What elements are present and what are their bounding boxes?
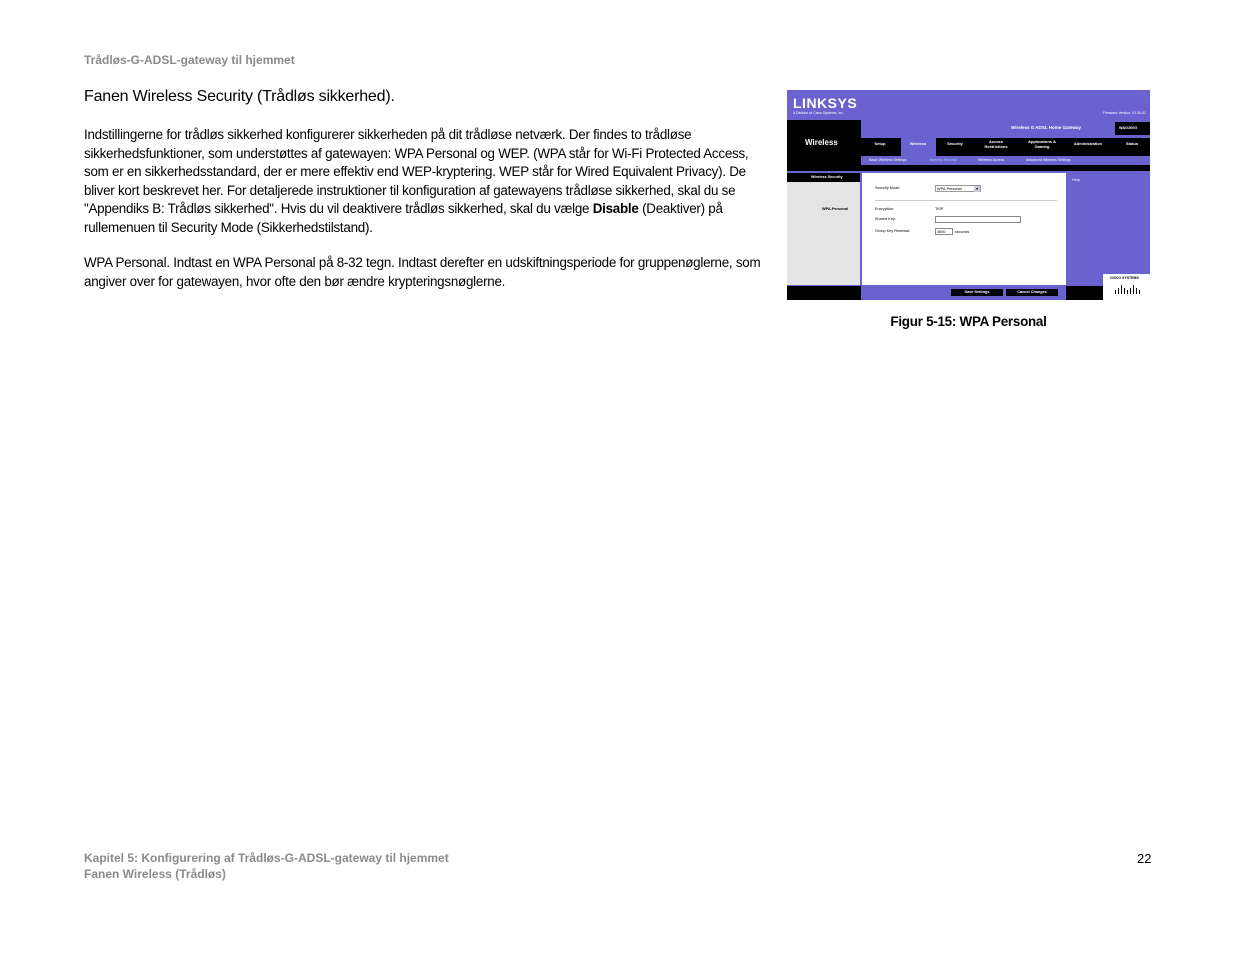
chevron-down-icon: ▾	[975, 186, 978, 191]
save-settings-button[interactable]: Save Settings	[951, 289, 1003, 296]
security-mode-label: Security Mode:	[875, 186, 901, 190]
subtab-basic-wireless-settings[interactable]: Basic Wireless Settings	[869, 158, 907, 162]
divider-strip	[787, 165, 1150, 171]
footer-section: Fanen Wireless (Trådløs)	[84, 867, 226, 881]
running-header: Trådløs-G-ADSL-gateway til hjemmet	[84, 53, 295, 67]
section-title: Fanen Wireless Security (Trådløs sikkerhed).	[84, 88, 395, 105]
encryption-label: Encryption:	[875, 207, 894, 211]
product-bar	[861, 121, 1150, 136]
tab-administration[interactable]: Administration	[1073, 141, 1103, 146]
product-name: Wireless G ADSL Home Gateway	[1011, 125, 1081, 130]
tab-wireless[interactable]: Wireless	[909, 141, 927, 146]
group-key-renewal-input[interactable]: 3600	[935, 228, 953, 235]
encryption-value: TKIP	[935, 207, 944, 211]
form-divider	[875, 200, 1057, 201]
disable-term: Disable	[592, 201, 639, 217]
linksys-logo: LINKSYS	[793, 95, 858, 111]
side-title: Wireless Security	[811, 175, 843, 179]
tab-access-restrictions[interactable]: Access Restrictions	[984, 139, 1008, 149]
shared-key-label: Shared Key:	[875, 217, 896, 221]
section-label: Wireless	[805, 138, 838, 147]
firmware-version: Firmware Version: V1.00.01	[1102, 111, 1146, 115]
footer-chapter: Kapitel 5: Konfigurering af Trådløs-G-ADSL-gateway til hjemmet	[84, 851, 449, 865]
tab-setup[interactable]: Setup	[874, 141, 886, 146]
paragraph-text: (Deaktiver) på rullemenuen til Security Mode (Sikkerhedstilstand).	[84, 201, 723, 235]
security-mode-select[interactable]	[935, 185, 981, 192]
help-link[interactable]: Help	[1072, 178, 1080, 182]
figure-wpa-personal-screenshot	[787, 90, 1150, 300]
cisco-bridge-icon	[1114, 282, 1144, 294]
paragraph-security-intro	[84, 126, 764, 238]
paragraph-text: Indstillingerne for trådløs sikkerhed konfigurerer sikkerheden på dit trådløse netværk. Der findes to trådløse sikkerhedsfunktioner, som understøttes af gatewayen: WPA Personal og WEP. (WPA står for Wi-Fi Protected Access, som er en sikkerhedsstandard, der er mere effektiv end WEP-kryptering. WEP står for Wired Equivalent Privacy). De bliver kort beskrevet her. For detaljerede instruktioner til konfiguration af gatewayens trådløse sikkerhed, skal du se "Appendiks B: Trådløs sikkerhed". Hvis du vil deaktivere trådløs sikkerhed, skal du vælge	[84, 127, 749, 217]
figure-caption: Figur 5-15: WPA Personal	[890, 314, 1047, 329]
model-number: WAG200G	[1119, 126, 1138, 130]
footer-left	[787, 286, 861, 300]
subtab-advanced-wireless-settings[interactable]: Advanced Wireless Settings	[1026, 158, 1071, 162]
linksys-logo-subtitle: A Division of Cisco Systems, Inc.	[793, 111, 844, 115]
tab-applications-gaming[interactable]: Applications & Gaming	[1027, 139, 1056, 149]
subtab-wireless-security[interactable]: Wireless Security	[929, 158, 957, 162]
group-key-renewal-unit: seconds	[955, 230, 970, 234]
side-panel	[787, 182, 860, 285]
group-key-renewal-label: Group Key Renewal:	[875, 229, 911, 233]
cisco-logo: CISCO SYSTEMS	[1110, 276, 1139, 280]
shared-key-input[interactable]	[935, 216, 1021, 223]
tab-security[interactable]: Security	[947, 141, 963, 146]
subtab-wireless-access[interactable]: Wireless Access	[978, 158, 1005, 162]
tab-status[interactable]: Status	[1125, 141, 1139, 146]
help-panel	[1068, 173, 1150, 285]
paragraph-wpa-personal: WPA Personal. Indtast en WPA Personal på 8-32 tegn. Indtast derefter en udskiftningsperiode for gruppenøglerne, som angiver over for gatewayen, hvor ofte den bør ændre krypteringsnøglerne.	[84, 255, 761, 289]
cancel-changes-button[interactable]: Cancel Changes	[1006, 289, 1058, 296]
page-number: 22	[1137, 851, 1152, 866]
security-mode-value: WPA-Personal	[937, 187, 962, 191]
side-subtitle: WPA-Personal	[822, 207, 848, 211]
